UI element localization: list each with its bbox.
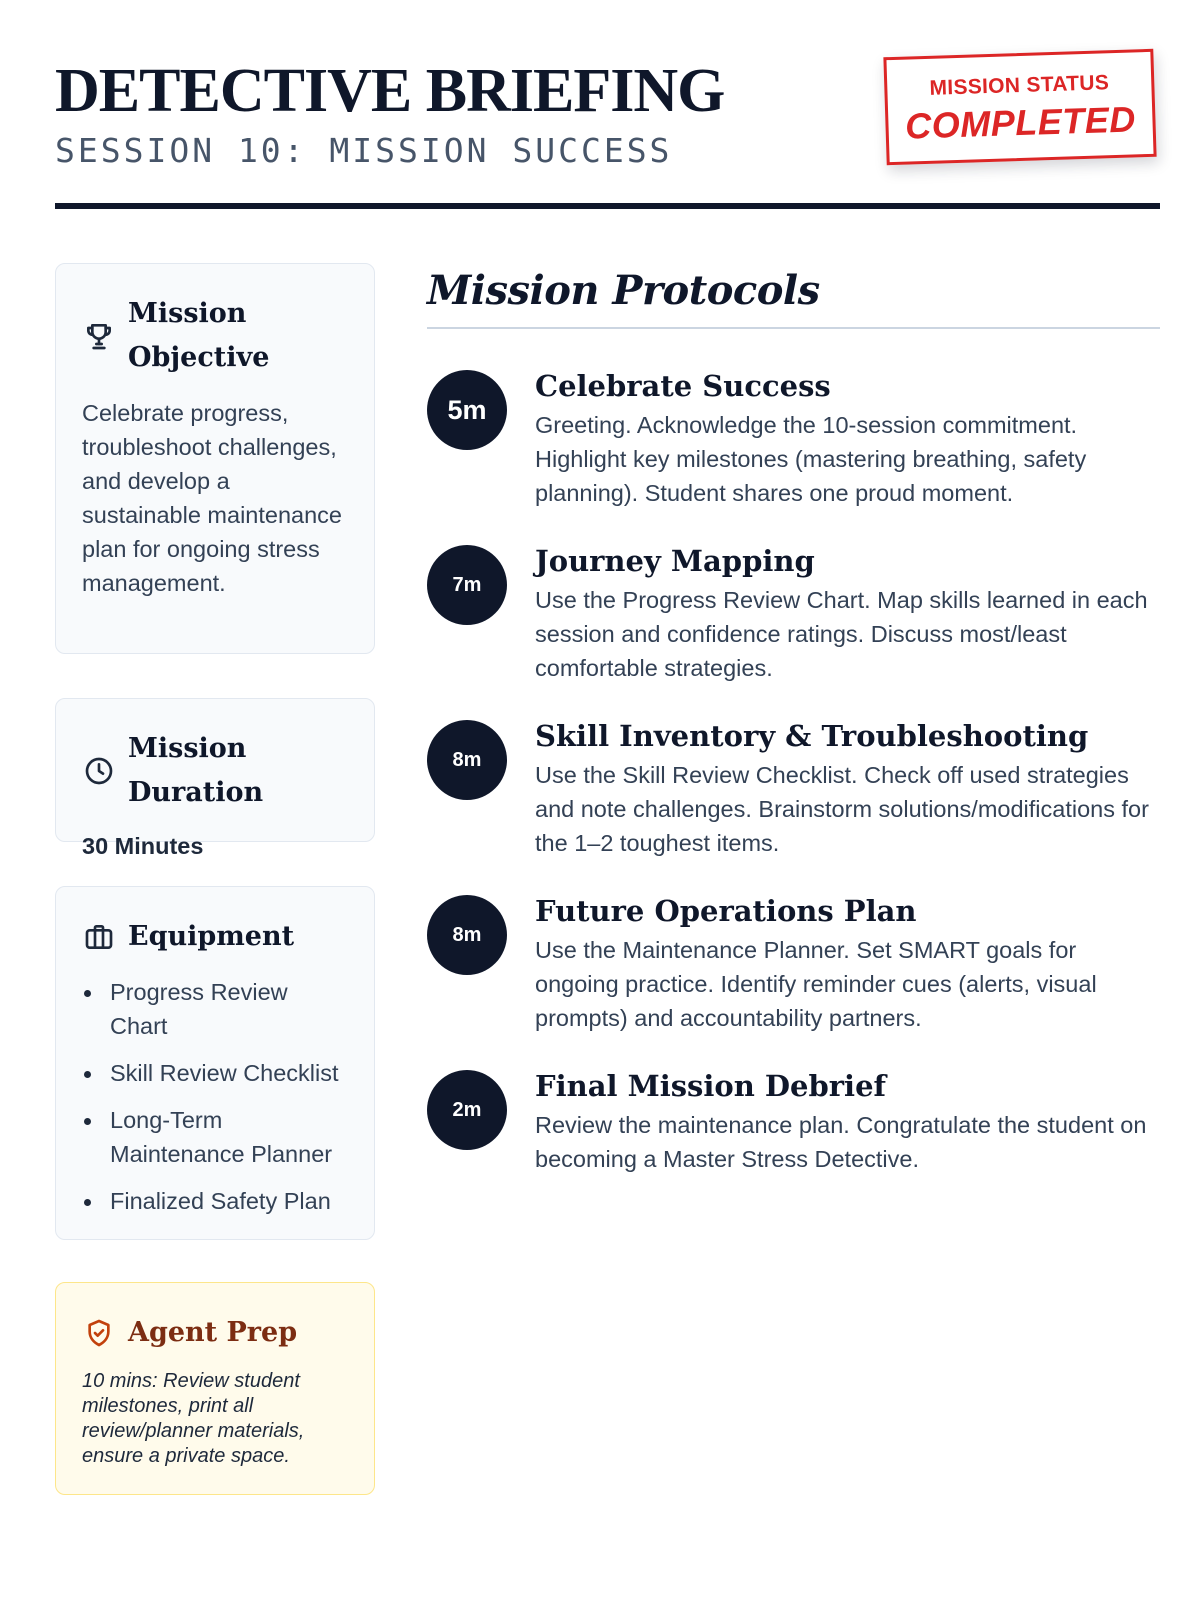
card-title: Agent Prep [128, 1317, 298, 1348]
step-title: Celebrate Success [535, 369, 831, 403]
step-duration-badge: 8m [427, 895, 507, 975]
step-duration-badge: 7m [427, 545, 507, 625]
stamp-label: MISSION STATUS [929, 71, 1110, 100]
step-description: Use the Progress Review Chart. Map skills learned in each session and confidence ratings. Discuss most/least comfortable strategies. [535, 587, 1148, 681]
mission-status-stamp [883, 49, 1156, 165]
mission-objective-card [55, 263, 375, 654]
step-title: Future Operations Plan [535, 894, 917, 928]
card-header [82, 727, 348, 815]
card-title: Mission Objective [128, 298, 270, 373]
header-divider [55, 203, 1160, 209]
step-title: Final Mission Debrief [535, 1069, 887, 1103]
briefing-header [55, 55, 1160, 207]
prep-text: 10 mins: Review student milestones, print all review/planner materials, ensure a private space. [82, 1370, 305, 1467]
step-body [535, 541, 1160, 685]
duration-value: 30 Minutes [82, 833, 204, 859]
equipment-card [55, 886, 375, 1240]
shield-check-icon [82, 1316, 116, 1350]
step-description: Review the maintenance plan. Congratulate the student on becoming a Master Stress Detective. [535, 1112, 1147, 1172]
list-item: Skill Review Checklist [82, 1056, 348, 1090]
step-duration-badge: 5m [427, 370, 507, 450]
list-item: Finalized Safety Plan [82, 1184, 348, 1218]
step-duration-badge: 2m [427, 1070, 507, 1150]
page-title: DETECTIVE BRIEFING [55, 57, 725, 125]
card-header [82, 292, 348, 380]
objective-text: Celebrate progress, troubleshoot challenges, and develop a sustainable maintenance plan for ongoing stress management. [82, 400, 342, 596]
step-description: Greeting. Acknowledge the 10-session commitment. Highlight key milestones (mastering breathing, safety planning). Student shares one proud moment. [535, 412, 1087, 506]
step-description: Use the Skill Review Checklist. Check off used strategies and note challenges. Brainstorm solutions/modifications for the 1–2 toughest items. [535, 762, 1149, 856]
list-item: Progress Review Chart [82, 975, 348, 1043]
step-title: Skill Inventory & Troubleshooting [535, 719, 1089, 753]
card-header [82, 915, 348, 959]
mission-duration-card [55, 698, 375, 859]
trophy-icon [82, 319, 116, 353]
session-subtitle: SESSION 10: MISSION SUCCESS [55, 131, 673, 170]
protocols-title: Mission Protocols [427, 267, 820, 314]
equipment-list [82, 975, 348, 1218]
mission-protocols [427, 263, 1160, 1172]
step-body [535, 366, 1160, 510]
briefcase-icon [82, 920, 116, 954]
protocols-divider [427, 327, 1160, 329]
briefing-page [55, 0, 1160, 1600]
card-title: Equipment [128, 921, 295, 952]
step-duration-badge: 8m [427, 720, 507, 800]
card-title: Mission Duration [128, 733, 264, 808]
stamp-status: COMPLETED [904, 98, 1137, 147]
step-description: Use the Maintenance Planner. Set SMART goals for ongoing practice. Identify reminder cues (alerts, visual prompts) and accountability partners. [535, 937, 1097, 1031]
clock-icon [82, 754, 116, 788]
step-body [535, 716, 1160, 860]
step-title: Journey Mapping [535, 544, 815, 578]
step-body [535, 891, 1160, 1035]
step-body [535, 1066, 1160, 1176]
list-item: Long-Term Maintenance Planner [82, 1103, 348, 1171]
card-header [82, 1311, 348, 1355]
agent-prep-card [55, 1282, 375, 1495]
